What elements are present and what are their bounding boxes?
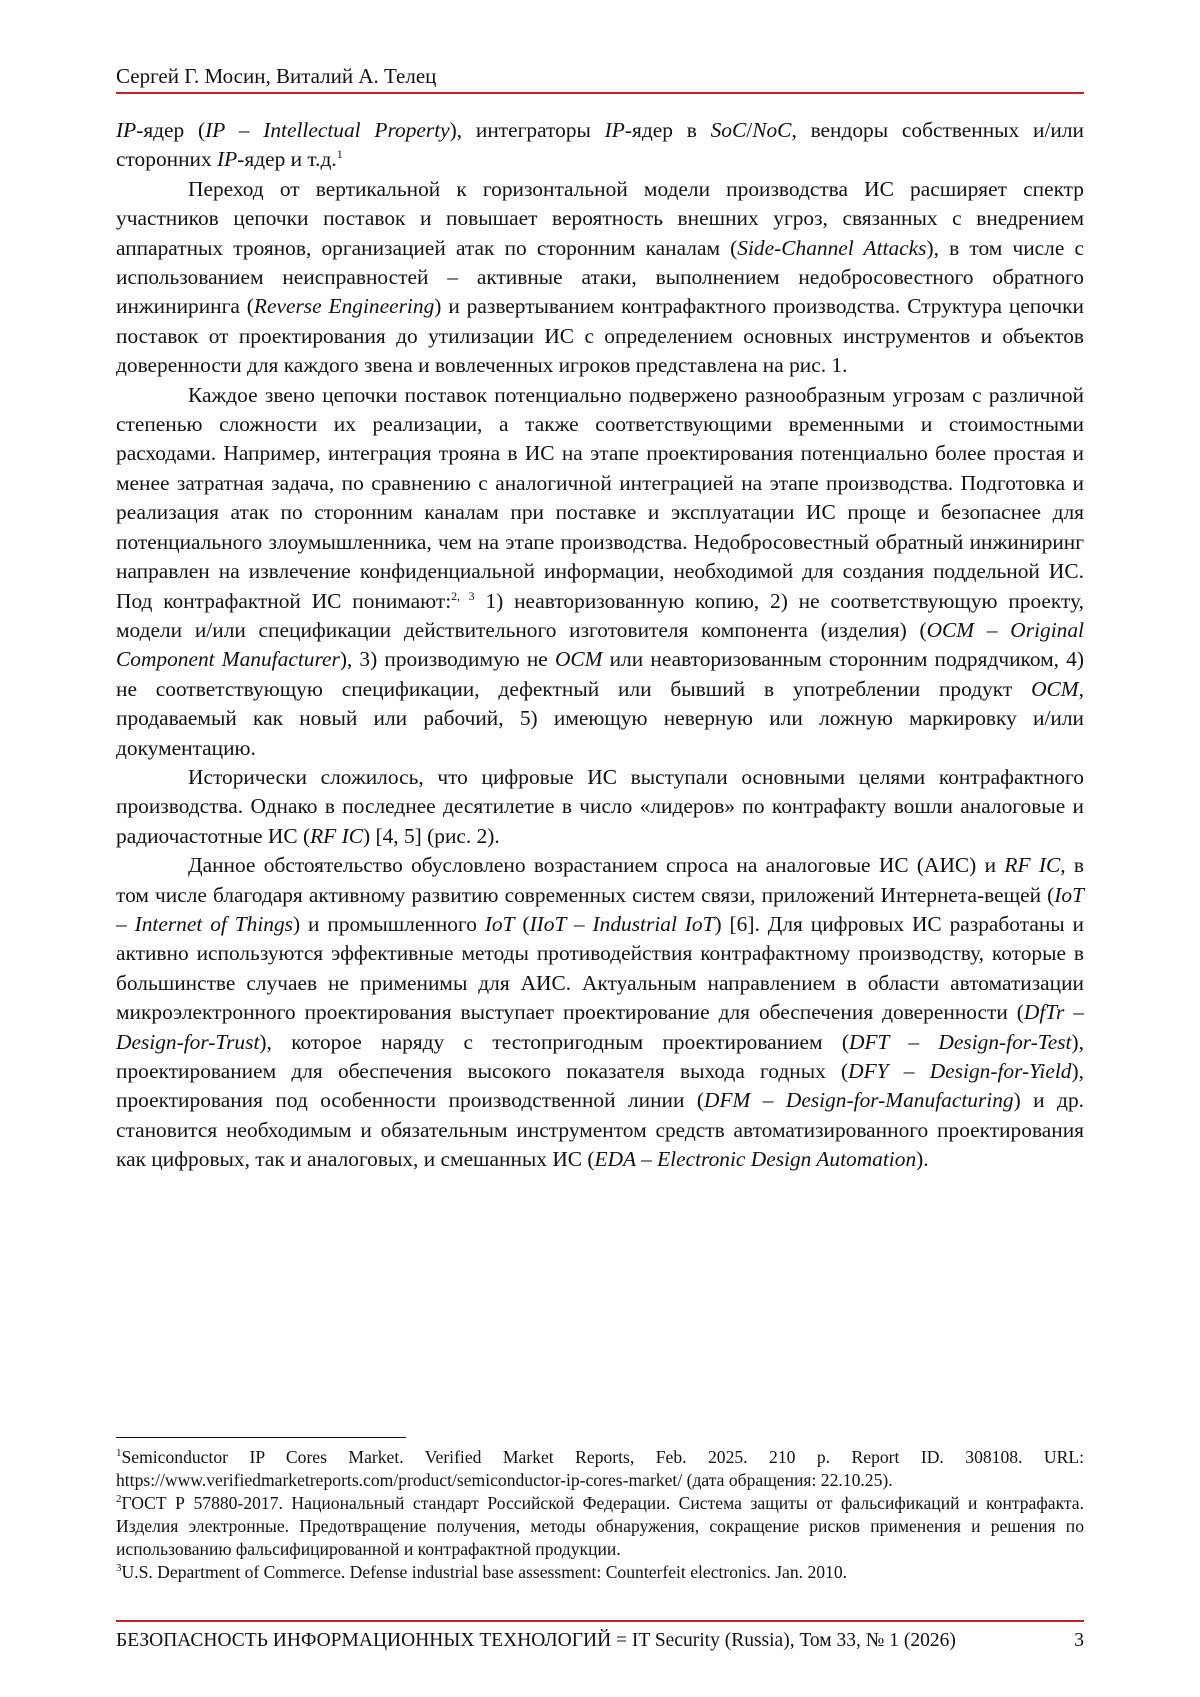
italic-term: Reverse Engineering <box>253 294 435 319</box>
footnote-2 <box>116 1492 1084 1561</box>
text-run: , продаваемый как новый или рабочий, 5) имеющую неверную или ложную маркировку и/или документацию. <box>116 676 1084 760</box>
paragraph-2 <box>116 175 1084 381</box>
page-number: 3 <box>1074 1630 1084 1651</box>
italic-term: NoC <box>752 118 792 142</box>
italic-term: OCM – Original Component Manufacturer <box>116 617 1084 672</box>
paragraph-5 <box>116 851 1084 1174</box>
italic-term: Side-Channel Attacks <box>737 235 927 260</box>
italic-term: DfTr – Design-for-Trust <box>116 1000 1084 1054</box>
footnote-3-text: U.S. Department of Commerce. Defense industrial base assessment: Counterfeit electronics. Jan. 2010. <box>121 1562 848 1582</box>
italic-term: RF IC <box>310 823 363 848</box>
italic-term: RF IC <box>1004 853 1061 878</box>
footer-rule <box>116 1620 1084 1622</box>
text-run: ) и промышленного <box>293 911 485 936</box>
running-foot-journal: БЕЗОПАСНОСТЬ ИНФОРМАЦИОННЫХ ТЕХНОЛОГИЙ = IT Security (Russia), Том 33, № 1 (2026) <box>116 1630 956 1651</box>
text-run: -ядер и т.д. <box>237 147 337 172</box>
text-run: ), в том числе с использованием неисправностей – активные атаки, выполнением недобросовестного обратного инжиниринга ( <box>116 235 1085 319</box>
footnote-1-mark: 1 <box>116 1447 122 1460</box>
text-run: ), проектирования под особенности производственной линии ( <box>116 1059 1084 1113</box>
text-run: , вендоры собственных и/или сторонних <box>116 118 1084 172</box>
text-run: / <box>746 118 753 142</box>
italic-term: IIoT – Industrial IoT <box>529 911 715 936</box>
footnote-2-mark: 2 <box>116 1493 122 1506</box>
italic-term: IP <box>217 147 238 172</box>
text-run: -ядер в <box>624 118 711 142</box>
paragraph-4 <box>116 763 1084 851</box>
text-run: ), проектированием для обеспечения высокого показателя выхода годных ( <box>116 1029 1084 1083</box>
text-run: ), 3) производимую не <box>339 647 555 672</box>
text-run: -ядер ( <box>136 118 206 142</box>
text-run: 1) неавторизованную копию, 2) не соответствующую проекту, модели и/или спецификации действительного изготовителя компонента (изделия) ( <box>116 588 1084 642</box>
footnotes <box>116 1446 1084 1584</box>
italic-term: IP <box>604 118 625 142</box>
paragraph-1 <box>116 116 1084 175</box>
italic-term: IoT – Internet of Things <box>116 882 1084 936</box>
paragraph-3 <box>116 381 1084 763</box>
text-run: ) и развертыванием контрафактного производства. Структура цепочки поставок от проектирования до утилизации ИС с определением основных инструментов и объектов доверенности для каждого звена и вовлеченных игроков представлена на рис. 1. <box>116 294 1084 378</box>
footnote-ref: 2, 3 <box>451 588 475 603</box>
footnote-2-text: ГОСТ Р 57880-2017. Национальный стандарт Российской Федерации. Система защиты от фальсификаций и контрафакта. Изделия электронные. Предотвращение получения, методы обнаружения, сокращение рисков применения и решения по использованию фальсифицированной и контрафактной продукции. <box>116 1493 1084 1559</box>
text-run: ( <box>514 911 530 936</box>
text-run: ), интеграторы <box>449 118 605 142</box>
text-run: ) и др. становится необходимым и обязательным инструментом средств автоматизированного проектирования как цифровых, так и аналоговых, и смешанных ИС ( <box>116 1088 1084 1172</box>
footnote-1 <box>116 1446 1084 1492</box>
text-run: Каждое звено цепочки поставок потенциально подвержено разнообразным угрозам с различной степенью сложности их реализации, а также соответствующими временными и стоимостными расходами. Например, интеграция трояна в ИС на этапе проектирования потенциально более простая и менее затратная задача, по сравнению с аналогичной интеграцией на этапе производства. Подготовка и реализация атак по сторонним каналам при поставке и эксплуатации ИС проще и безопаснее для потенциального злоумышленника, чем на этапе производства. Недобросовестный обратный инжиниринг направлен на извлечение конфиденциальной информации, необходимой для создания поддельной ИС. Под контрафактной ИС понимают: <box>116 382 1084 613</box>
italic-term: OCM <box>1031 676 1079 701</box>
article-body <box>116 116 1084 1175</box>
italic-term: DFT – Design-for-Test <box>849 1029 1072 1054</box>
footnote-separator <box>116 1437 406 1438</box>
footnote-3-mark: 3 <box>116 1562 122 1575</box>
text-run: ), которое наряду с тестопригодным проектированием ( <box>259 1029 850 1054</box>
italic-term: IP <box>116 118 137 142</box>
text-run: Исторически сложилось, что цифровые ИС выступали основными целями контрафактного производства. Однако в последнее десятилетие в число «лидеров» по контрафакту вошли аналоговые и радиочастотные ИС ( <box>116 764 1084 848</box>
footnote-ref: 1 <box>336 147 343 162</box>
italic-term: DFY – Design-for-Yield <box>848 1059 1072 1083</box>
running-head-authors: Сергей Г. Мосин, Виталий А. Телец <box>116 64 437 88</box>
text-run: ) [4, 5] (рис. 2). <box>362 823 500 848</box>
footnote-1-text: Semiconductor IP Cores Market. Verified Market Reports, Feb. 2025. 210 p. Report ID. 308108. URL: https://www.verifiedmarketreports.com/product/semiconductor-ip-cores-market/ (дата обращения: 22.10.25). <box>116 1447 1084 1490</box>
italic-term: IoT <box>484 911 515 936</box>
text-run: ) [6]. Для цифровых ИС разработаны и активно используются эффективные методы противодействия контрафактному производству, которые в большинстве случаев не применимы для АИС. Актуальным направлением в области автоматизации микроэлектронного проектирования выступает проектирование для обеспечения доверенности ( <box>116 911 1084 1025</box>
italic-term: DFM – Design-for-Manufacturing <box>704 1088 1014 1113</box>
footnote-3 <box>116 1561 1084 1584</box>
text-run: или неавторизованным сторонним подрядчиком, 4) не соответствующую спецификации, дефектный или бывший в употреблении продукт <box>116 647 1084 701</box>
italic-term: EDA – Electronic Design Automation <box>594 1147 917 1172</box>
italic-term: SoC <box>710 118 747 142</box>
header-rule <box>116 92 1084 94</box>
text-run: Переход от вертикальной к горизонтальной модели производства ИС расширяет спектр участников цепочки поставок и повышает вероятность внешних угроз, связанных с внедрением аппаратных троянов, организацией атак по сторонним каналам ( <box>116 176 1084 260</box>
text-run: ). <box>916 1147 929 1172</box>
italic-term: OCM <box>554 647 603 672</box>
italic-term: IP – Intellectual Property <box>205 118 450 142</box>
text-run: Данное обстоятельство обусловлено возрастанием спроса на аналоговые ИС (АИС) и <box>188 853 1005 878</box>
text-run: , в том числе благодаря активному развитию современных систем связи, приложений Интернета-вещей ( <box>116 853 1084 907</box>
